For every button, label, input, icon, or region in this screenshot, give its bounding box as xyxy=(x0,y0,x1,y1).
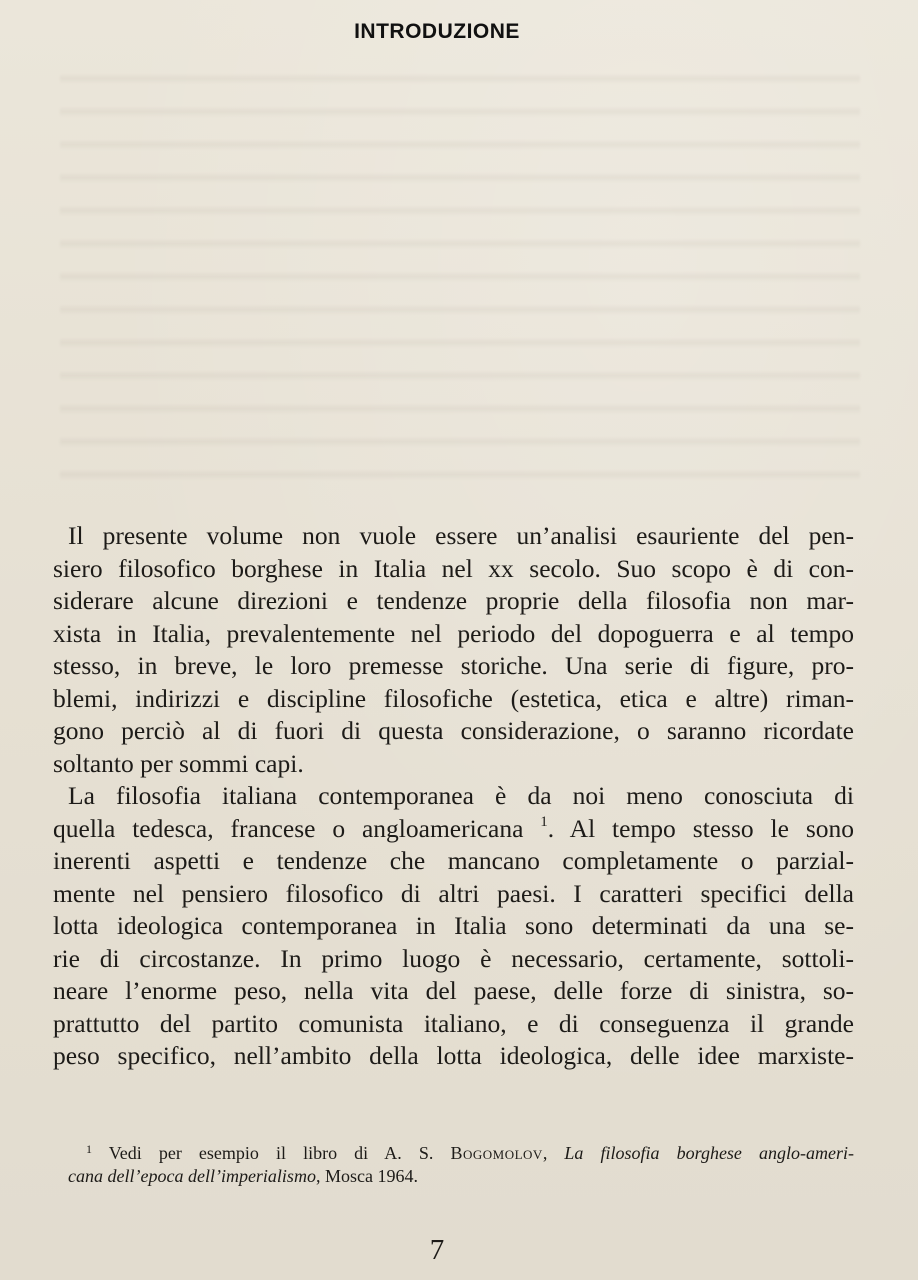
text-line: xista in Italia, prevalentemente nel periodo del dopoguerra e al tempo xyxy=(53,618,854,648)
text-line: peso specifico, nell’ambito della lotta ideologica, delle idee marxiste- xyxy=(53,1041,854,1070)
text-line: neare l’enorme peso, nella vita del paese, delle forze di sinistra, so- xyxy=(53,976,854,1005)
chapter-heading: INTRODUZIONE xyxy=(354,20,520,43)
footnote-line-1 xyxy=(68,1138,854,1165)
text-line: La filosofia italiana contemporanea è da noi meno conosciuta di xyxy=(68,781,854,810)
text-line: mente nel pensiero filosofico di altri paesi. I caratteri specifici della xyxy=(53,878,854,908)
footnote xyxy=(68,1138,854,1188)
footnote-reference[interactable]: 1 xyxy=(540,813,548,830)
text-line: prattutto del partito comunista italiano, e di conseguenza il grande xyxy=(53,1008,854,1038)
text-fragment: quella tedesca, francese o angloamericana xyxy=(53,813,524,843)
footnote-number: 1 xyxy=(86,1142,92,1156)
text-line: siero filosofico borghese in Italia nel xx secolo. Suo scopo è di con- xyxy=(53,553,854,583)
text-line xyxy=(53,813,854,846)
show-through-text xyxy=(60,60,860,500)
body-text xyxy=(53,520,854,1073)
text-line: Il presente volume non vuole essere un’analisi esauriente del pen- xyxy=(68,521,854,550)
text-line: gono perciò al di fuori di questa considerazione, o saranno ricordate xyxy=(53,716,854,745)
text-line: inerenti aspetti e tendenze che mancano completamente o parzial- xyxy=(53,846,854,875)
text-line: soltanto per sommi capi. xyxy=(53,748,304,778)
text-line: rie di circostanze. In primo luogo è necessario, certamente, sottoli- xyxy=(53,943,854,973)
paragraph-1 xyxy=(53,520,854,780)
footnote-title: La filosofia borghese anglo-ameri- xyxy=(564,1143,854,1163)
text-line: siderare alcune direzioni e tendenze proprie della filosofia non mar- xyxy=(53,586,854,615)
footnote-text: Vedi per esempio il libro di A. S. xyxy=(108,1143,451,1163)
footnote-author: Bogomolov xyxy=(450,1143,543,1163)
paragraph-2 xyxy=(53,780,854,1073)
footnote-title-cont: cana dell’epoca dell’imperialismo xyxy=(68,1166,316,1186)
text-line: lotta ideologica contemporanea in Italia sono determinati da una se- xyxy=(53,911,854,940)
footnote-separator: , xyxy=(542,1143,565,1163)
text-line: stesso, in breve, le loro premesse storiche. Una serie di figure, pro- xyxy=(53,651,854,680)
text-fragment: . Al tempo stesso le sono xyxy=(547,813,854,843)
text-line: blemi, indirizzi e discipline filosofiche (estetica, etica e altre) riman- xyxy=(53,683,854,713)
footnote-line-2 xyxy=(68,1165,854,1188)
footnote-rest: , Mosca 1964. xyxy=(315,1166,418,1186)
page-number: 7 xyxy=(429,1234,445,1266)
